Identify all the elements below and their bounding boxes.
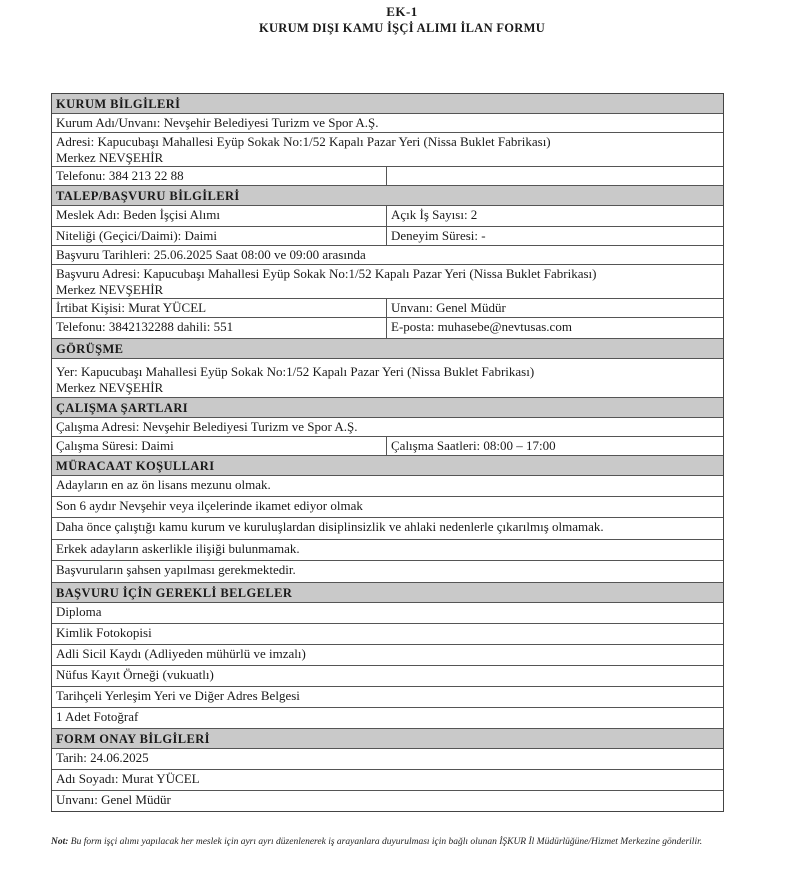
talep-eposta: E-posta: muhasebe@nevtusas.com	[391, 319, 572, 334]
kurum-address: Adresi: Kapucubaşı Mahallesi Eyüp Sokak No:1/52 Kapalı Pazar Yeri (Nissa Buklet Fabrikası) Merkez NEVŞEHİR	[56, 134, 551, 165]
section-kurum-heading: KURUM BİLGİLERİ	[52, 94, 723, 114]
onay-unvan-row	[52, 791, 723, 811]
gorusme-yer-row	[52, 359, 723, 398]
muracaat-item: Erkek adayların askerlikle ilişiği bulunmamak.	[52, 540, 723, 561]
document-header	[0, 4, 804, 36]
form-title: KURUM DIŞI KAMU İŞÇİ ALIMI İLAN FORMU	[258, 21, 546, 35]
section-talep-heading: TALEP/BAŞVURU BİLGİLERİ	[52, 186, 723, 206]
talep-telefon: Telefonu: 3842132288 dahili: 551	[52, 318, 387, 338]
kurum-phone-empty	[387, 167, 723, 185]
talep-tarih-row	[52, 246, 723, 265]
kurum-name: Kurum Adı/Unvanı: Nevşehir Belediyesi Turizm ve Spor A.Ş.	[56, 115, 379, 130]
kurum-phone-row	[52, 167, 723, 186]
talep-adres-row	[52, 265, 723, 299]
note-text: Bu form işçi alımı yapılacak her meslek için ayrı ayrı düzenlenerek iş arayanlara duyurulması için bağlı olunan İŞKUR İl Müdürlüğüne/Hizmet Merkezine gönderilir.	[68, 837, 703, 847]
section-gorusme-heading: GÖRÜŞME	[52, 339, 723, 359]
muracaat-item: Adayların en az ön lisans mezunu olmak.	[52, 476, 723, 497]
form-code: EK-1	[386, 4, 418, 19]
muracaat-item: Başvuruların şahsen yapılması gerekmektedir.	[52, 561, 723, 583]
talep-adres: Başvuru Adresi: Kapucubaşı Mahallesi Eyüp Sokak No:1/52 Kapalı Pazar Yeri (Nissa Buklet Fabrikası) Merkez NEVŞEHİR	[56, 266, 597, 297]
section-belgeler-heading: BAŞVURU İÇİN GEREKLİ BELGELER	[52, 583, 723, 603]
kurum-phone: Telefonu: 384 213 22 88	[52, 167, 387, 185]
belge-item: 1 Adet Fotoğraf	[52, 708, 723, 729]
muracaat-item: Son 6 aydır Nevşehir veya ilçelerinde ikamet ediyor olmak	[52, 497, 723, 518]
belge-item: Diploma	[52, 603, 723, 624]
onay-unvan: Unvanı: Genel Müdür	[56, 792, 171, 807]
belge-item: Adli Sicil Kaydı (Adliyeden mühürlü ve imzalı)	[52, 645, 723, 666]
talep-iletisim-row	[52, 318, 723, 339]
section-muracaat-heading: MÜRACAAT KOŞULLARI	[52, 456, 723, 476]
talep-irtibat-row	[52, 299, 723, 318]
talep-meslek: Meslek Adı: Beden İşçisi Alımı	[52, 206, 387, 226]
section-calisma-heading: ÇALIŞMA ŞARTLARI	[52, 398, 723, 418]
onay-adsoyad: Adı Soyadı: Murat YÜCEL	[56, 771, 200, 786]
belge-item: Nüfus Kayıt Örneği (vukuatlı)	[52, 666, 723, 687]
calisma-sure: Çalışma Süresi: Daimi	[52, 437, 387, 455]
calisma-adres: Çalışma Adresi: Nevşehir Belediyesi Turizm ve Spor A.Ş.	[56, 419, 358, 434]
announcement-form-table	[51, 93, 724, 812]
talep-unvan: Unvanı: Genel Müdür	[391, 300, 506, 315]
belge-item: Tarihçeli Yerleşim Yeri ve Diğer Adres Belgesi	[52, 687, 723, 708]
calisma-saatler: Çalışma Saatleri: 08:00 – 17:00	[391, 438, 556, 453]
onay-tarih-row	[52, 749, 723, 770]
kurum-name-row	[52, 114, 723, 133]
note-label: Not:	[51, 837, 69, 847]
talep-meslek-row	[52, 206, 723, 227]
calisma-sure-row	[52, 437, 723, 456]
gorusme-yer: Yer: Kapucubaşı Mahallesi Eyüp Sokak No:1/52 Kapalı Pazar Yeri (Nissa Buklet Fabrikası) Merkez NEVŞEHİR	[56, 364, 535, 395]
talep-niteligi: Niteliği (Geçici/Daimi): Daimi	[52, 227, 387, 245]
muracaat-item: Daha önce çalıştığı kamu kurum ve kuruluşlardan disiplinsizlik ve ahlaki nedenlerle çıkarılmış olmamak.	[52, 518, 723, 540]
onay-adsoyad-row	[52, 770, 723, 791]
kurum-address-row	[52, 133, 723, 167]
talep-irtibat: İrtibat Kişisi: Murat YÜCEL	[52, 299, 387, 317]
talep-tarihler: Başvuru Tarihleri: 25.06.2025 Saat 08:00 ve 09:00 arasında	[56, 247, 366, 262]
onay-tarih: Tarih: 24.06.2025	[56, 750, 149, 765]
calisma-adres-row	[52, 418, 723, 437]
talep-acik-is: Açık İş Sayısı: 2	[391, 207, 478, 222]
belge-item: Kimlik Fotokopisi	[52, 624, 723, 645]
section-onay-heading: FORM ONAY BİLGİLERİ	[52, 729, 723, 749]
talep-deneyim: Deneyim Süresi: -	[391, 228, 486, 243]
talep-nitelik-row	[52, 227, 723, 246]
footer-note	[51, 836, 751, 849]
